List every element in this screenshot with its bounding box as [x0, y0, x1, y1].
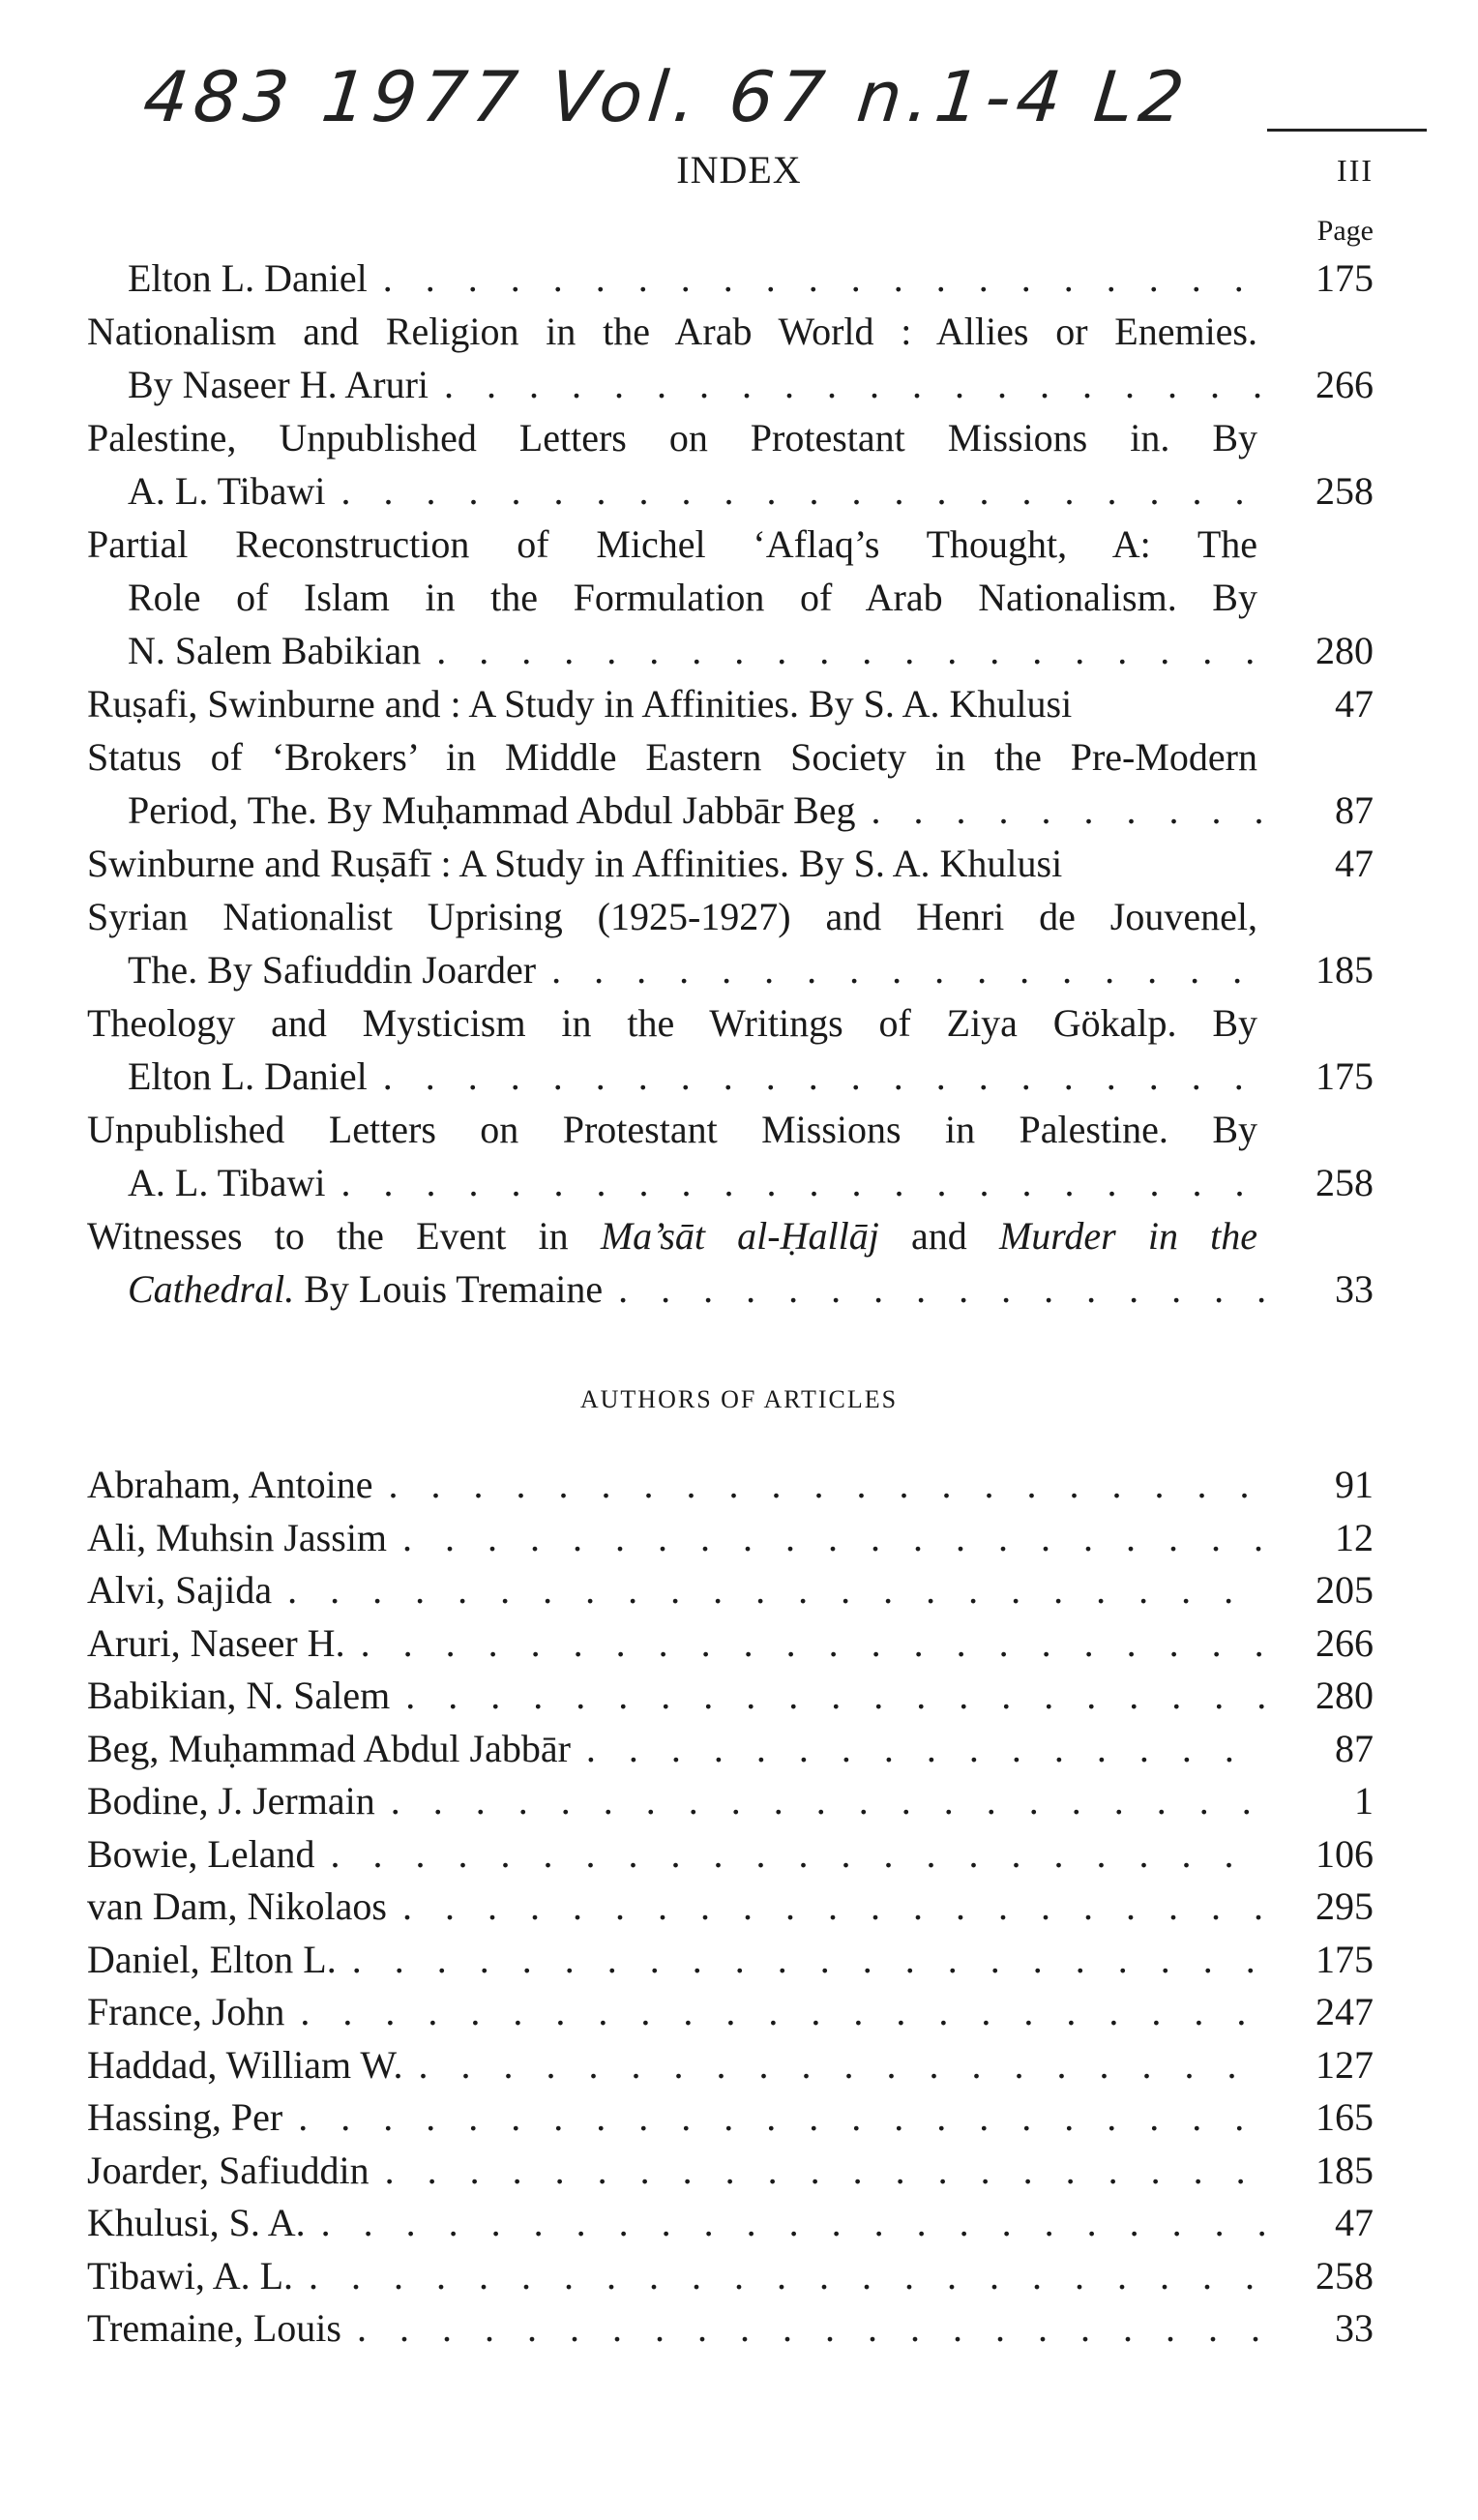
- entry-line: Palestine, Unpublished Letters on Protestant Missions in. By: [87, 416, 1257, 460]
- author-name: France, John: [87, 1990, 285, 2033]
- leader-dots: [444, 358, 1267, 411]
- entry-line: Partial Reconstruction of Michel ‘Aflaq’s Thought, A: The: [87, 522, 1257, 566]
- entry-final-text: Swinburne and Ruṣāfī : A Study in Affinities. By S. A. Khulusi: [87, 842, 1063, 885]
- author-name: Aruri, Naseer H.: [87, 1620, 345, 1665]
- author-row: [87, 2091, 1374, 2145]
- author-row: [87, 2145, 1374, 2198]
- author-row: [87, 1564, 1374, 1617]
- author-name: Ali, Muhsin Jassim: [87, 1515, 388, 1559]
- author-name: Beg, Muḥammad Abdul Jabbār: [87, 1726, 571, 1770]
- author-page: 175: [1315, 1937, 1374, 1981]
- index-entry: [87, 252, 1374, 305]
- entry-final-text: By Naseer H. Aruri: [128, 363, 429, 406]
- leader-dots: [331, 1828, 1268, 1882]
- index-entry: [87, 305, 1374, 411]
- author-name: Joarder, Safiuddin: [87, 2148, 370, 2192]
- author-row: [87, 2250, 1374, 2303]
- author-row: [87, 1881, 1374, 1934]
- leader-dots: [361, 1617, 1267, 1671]
- leader-dots: [341, 464, 1268, 518]
- entry-line: Status of ‘Brokers’ in Middle Eastern Society in the Pre-Modern: [87, 735, 1257, 779]
- handwritten-underline: [1267, 129, 1427, 132]
- leader-dots: [357, 2302, 1267, 2356]
- index-entry: [87, 996, 1374, 1103]
- index-entry: [87, 518, 1374, 677]
- page-column-label: Page: [1316, 215, 1374, 247]
- leader-dots: [341, 1156, 1268, 1209]
- author-row: [87, 1934, 1374, 1987]
- leader-dots: [436, 624, 1267, 677]
- author-name: Tremaine, Louis: [87, 2306, 341, 2350]
- author-row: [87, 1617, 1374, 1671]
- leader-dots: [300, 1986, 1267, 2039]
- author-page: 185: [1315, 2148, 1374, 2192]
- entry-final-text: Cathedral. By Louis Tremaine: [128, 1267, 604, 1311]
- entry-final-text: Period, The. By Muḥammad Abdul Jabbār Beg: [128, 788, 856, 832]
- index-entry: [87, 677, 1374, 730]
- entry-final-text: Elton L. Daniel: [128, 256, 368, 300]
- handwritten-call-number: 483 1977 Vol. 67 n.1-4 L2: [139, 56, 1194, 137]
- leader-dots: [383, 252, 1267, 305]
- leader-dots: [298, 2091, 1267, 2145]
- leader-dots: [405, 1670, 1267, 1723]
- entry-final-text: A. L. Tibawi: [128, 1161, 326, 1204]
- leader-dots: [383, 1050, 1267, 1103]
- index-entry: [87, 837, 1374, 890]
- entry-page: 47: [1335, 842, 1374, 885]
- entry-line: Nationalism and Religion in the Arab World : Allies or Enemies.: [87, 310, 1257, 353]
- index-entry: [87, 411, 1374, 518]
- author-page: 127: [1315, 2042, 1374, 2087]
- author-page: 295: [1315, 1884, 1374, 1928]
- page-title: INDEX: [676, 148, 802, 192]
- authors-heading: AUTHORS OF ARTICLES: [579, 1385, 899, 1413]
- entry-line: Theology and Mysticism in the Writings of Ziya Gökalp. By: [87, 1001, 1257, 1045]
- leader-dots: [402, 1881, 1267, 1934]
- index-entry: [87, 890, 1374, 996]
- leader-dots: [586, 1723, 1267, 1776]
- author-page: 165: [1315, 2095, 1374, 2139]
- leader-dots: [287, 1564, 1267, 1617]
- authors-list: [87, 1459, 1374, 2356]
- leader-dots: [389, 1459, 1268, 1512]
- author-page: 1: [1354, 1779, 1374, 1823]
- page-number: III: [1337, 153, 1374, 188]
- author-row: [87, 2197, 1374, 2250]
- leader-dots: [385, 2145, 1267, 2198]
- author-page: 280: [1315, 1674, 1374, 1717]
- entry-page: 47: [1335, 682, 1374, 726]
- entry-page: 280: [1315, 629, 1374, 672]
- entry-page: 87: [1335, 788, 1374, 832]
- author-name: Haddad, William W.: [87, 2042, 403, 2087]
- entry-page: 33: [1335, 1267, 1374, 1311]
- author-page: 87: [1335, 1726, 1374, 1770]
- leader-dots: [309, 2250, 1267, 2303]
- author-name: Bodine, J. Jermain: [87, 1779, 375, 1823]
- leader-dots: [402, 1512, 1267, 1565]
- entry-page: 185: [1315, 948, 1374, 992]
- entry-page: 258: [1315, 1161, 1374, 1204]
- author-row: [87, 1775, 1374, 1828]
- leader-dots: [618, 1262, 1267, 1316]
- author-name: Alvi, Sajida: [87, 1568, 273, 1612]
- author-name: Khulusi, S. A.: [87, 2201, 306, 2244]
- entry-final-text: The. By Safiuddin Joarder: [128, 948, 537, 992]
- index-entry: [87, 730, 1374, 837]
- entry-line: Role of Islam in the Formulation of Arab Nationalism. By: [128, 576, 1257, 619]
- author-name: Babikian, N. Salem: [87, 1674, 391, 1717]
- leader-dots: [321, 2197, 1267, 2250]
- author-name: Bowie, Leland: [87, 1831, 315, 1876]
- entry-page: 175: [1315, 256, 1374, 300]
- subject-index: [87, 252, 1374, 1316]
- author-row: [87, 2302, 1374, 2356]
- author-row: [87, 2039, 1374, 2092]
- author-row: [87, 1986, 1374, 2039]
- author-page: 266: [1315, 1620, 1374, 1665]
- author-row: [87, 1670, 1374, 1723]
- author-name: van Dam, Nikolaos: [87, 1884, 387, 1928]
- entry-final-text: A. L. Tibawi: [128, 469, 326, 513]
- index-entry: [87, 1103, 1374, 1209]
- leader-dots: [419, 2039, 1267, 2092]
- entry-page: 258: [1315, 469, 1374, 513]
- entry-final-text: Elton L. Daniel: [128, 1054, 368, 1098]
- author-page: 12: [1335, 1515, 1374, 1559]
- author-name: Abraham, Antoine: [87, 1463, 373, 1506]
- author-page: 47: [1335, 2201, 1374, 2244]
- entry-final-text: Ruṣafi, Swinburne and : A Study in Affinities. By S. A. Khulusi: [87, 682, 1073, 726]
- entry-page: 266: [1315, 363, 1374, 406]
- author-page: 33: [1335, 2306, 1374, 2350]
- author-page: 258: [1315, 2253, 1374, 2298]
- entry-page: 175: [1315, 1054, 1374, 1098]
- author-page: 106: [1315, 1831, 1374, 1876]
- entry-line: Unpublished Letters on Protestant Missions in Palestine. By: [87, 1108, 1257, 1151]
- author-row: [87, 1512, 1374, 1565]
- leader-dots: [352, 1934, 1267, 1987]
- author-row: [87, 1828, 1374, 1882]
- entry-line: Syrian Nationalist Uprising (1925-1927) and Henri de Jouvenel,: [87, 895, 1257, 938]
- leader-dots: [391, 1775, 1267, 1828]
- author-name: Daniel, Elton L.: [87, 1937, 337, 1981]
- author-page: 247: [1315, 1990, 1374, 2033]
- author-row: [87, 1459, 1374, 1512]
- author-name: Hassing, Per: [87, 2095, 283, 2139]
- author-row: [87, 1723, 1374, 1776]
- author-name: Tibawi, A. L.: [87, 2253, 294, 2298]
- entry-final-text: N. Salem Babikian: [128, 629, 422, 672]
- entry-line: Witnesses to the Event in Ma’sāt al-Ḥallāj and Murder in the: [87, 1214, 1257, 1258]
- author-page: 91: [1335, 1463, 1374, 1506]
- index-entry: [87, 1209, 1374, 1316]
- author-page: 205: [1315, 1568, 1374, 1612]
- leader-dots: [551, 943, 1267, 996]
- leader-dots: [872, 784, 1268, 837]
